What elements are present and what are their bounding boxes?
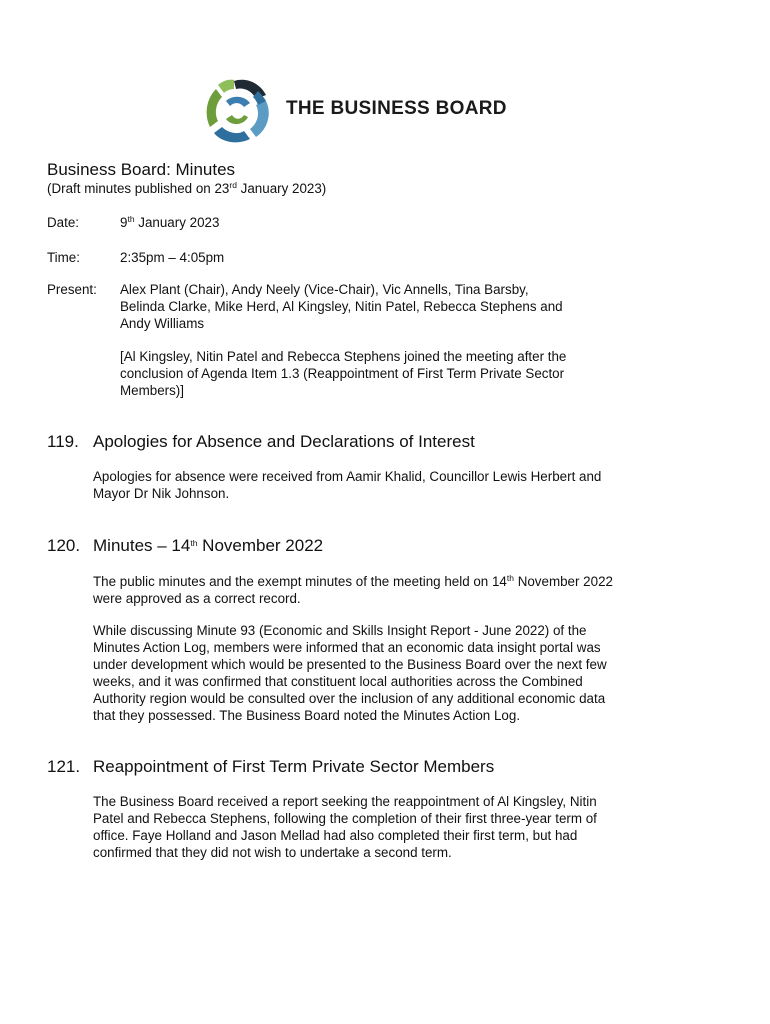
agenda-item-title: Reappointment of First Term Private Sector Members	[93, 757, 495, 776]
agenda-item-paragraph	[93, 573, 713, 607]
ordinal-suffix: th	[127, 214, 135, 224]
paragraph-line: Apologies for absence were received from Aamir Khalid, Councillor Lewis Herbert and	[93, 469, 602, 484]
ordinal-suffix: th	[506, 573, 514, 583]
publication-note	[47, 180, 326, 197]
attendee-line: Belinda Clarke, Mike Herd, Al Kingsley, Nitin Patel, Rebecca Stephens and	[120, 299, 563, 314]
agenda-item-paragraph	[93, 793, 713, 861]
agenda-item-heading	[47, 432, 707, 454]
paragraph-text: November 2022	[513, 574, 613, 589]
paragraph-line: office. Faye Holland and Jason Mellad had also completed their first term, but had	[93, 828, 578, 843]
paragraph-line: were approved as a correct record.	[93, 591, 301, 606]
publication-note-text: (Draft minutes published on 23	[47, 181, 230, 196]
publication-note-text: January 2023)	[236, 181, 327, 196]
agenda-item-heading	[47, 757, 707, 779]
attendance-note-line: Members)]	[120, 383, 184, 398]
meeting-time	[47, 249, 707, 267]
attendance-note-line: conclusion of Agenda Item 1.3 (Reappointment of First Term Private Sector	[120, 366, 565, 381]
attendance-note-line: [Al Kingsley, Nitin Patel and Rebecca Stephens joined the meeting after the	[120, 349, 567, 364]
agenda-item-title	[93, 536, 323, 556]
present-label: Present:	[47, 282, 97, 297]
logo-text: THE BUSINESS BOARD	[286, 98, 507, 119]
paragraph-line	[93, 573, 713, 590]
attendee-line: Andy Williams	[120, 316, 205, 331]
ordinal-suffix: rd	[229, 180, 237, 190]
time-label: Time:	[47, 250, 80, 265]
agenda-item-paragraph	[93, 468, 713, 502]
paragraph-line: that they possessed. The Business Board noted the Minutes Action Log.	[93, 708, 521, 723]
agenda-item-number: 121.	[47, 757, 81, 776]
paragraph-line: The Business Board received a report seeking the reappointment of Al Kingsley, Nitin	[93, 794, 597, 809]
agenda-item-heading	[47, 536, 707, 558]
paragraph-line: under development which would be presented to the Business Board over the next few	[93, 657, 607, 672]
agenda-item-title-text: November 2022	[197, 536, 324, 555]
ordinal-suffix: th	[190, 538, 198, 548]
paragraph-line: Mayor Dr Nik Johnson.	[93, 486, 230, 501]
agenda-item-title-text: Minutes – 14	[93, 536, 191, 555]
agenda-item-paragraph	[93, 622, 713, 724]
paragraph-line: Patel and Rebecca Stephens, following the completion of their first three-year term of	[93, 811, 597, 826]
business-board-logo	[198, 76, 558, 146]
meeting-date	[47, 214, 707, 232]
paragraph-line: weeks, and it was confirmed that constituent local authorities across the Combined	[93, 674, 583, 689]
business-board-swirl-icon	[198, 76, 278, 146]
paragraph-text: The public minutes and the exempt minutes of the meeting held on 14	[93, 574, 507, 589]
attendee-line: Alex Plant (Chair), Andy Neely (Vice-Chair), Vic Annells, Tina Barsby,	[120, 282, 529, 297]
paragraph-line: confirmed that they did not wish to undertake a second term.	[93, 845, 452, 860]
date-value	[120, 214, 680, 231]
page-title: Business Board: Minutes	[47, 160, 236, 179]
attendance-note	[120, 348, 680, 399]
date-value-text: 9	[120, 215, 128, 230]
paragraph-line: Authority region would be consulted over the inclusion of any additional economic data	[93, 691, 606, 706]
attendee-list	[120, 281, 680, 332]
attendees	[47, 281, 707, 335]
agenda-item-number: 119.	[47, 432, 79, 451]
date-label: Date:	[47, 215, 80, 230]
time-value: 2:35pm – 4:05pm	[120, 250, 225, 265]
date-value-text: January 2023	[134, 215, 220, 230]
agenda-item-title: Apologies for Absence and Declarations of Interest	[93, 432, 475, 451]
paragraph-line: Minutes Action Log, members were informed that an economic data insight portal was	[93, 640, 601, 655]
agenda-item-number: 120.	[47, 536, 81, 555]
paragraph-line: While discussing Minute 93 (Economic and Skills Insight Report - June 2022) of the	[93, 623, 587, 638]
